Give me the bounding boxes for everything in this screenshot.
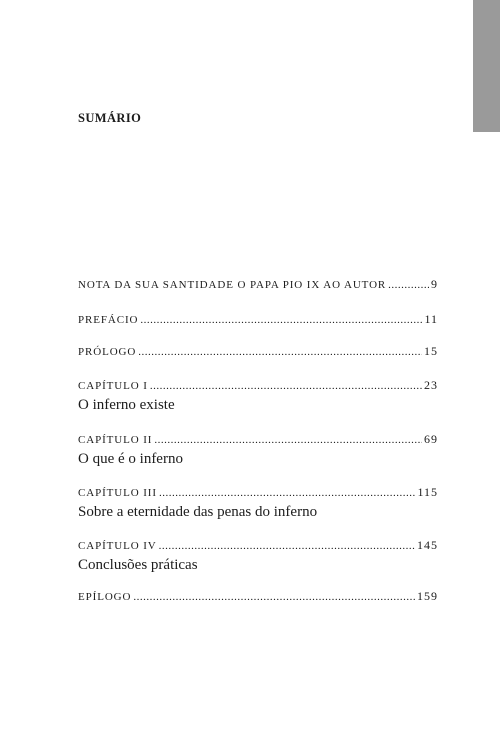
toc-page-number: 159 bbox=[417, 589, 438, 603]
dot-leader bbox=[133, 589, 415, 605]
toc-entry-prologo[interactable] bbox=[78, 343, 438, 359]
dot-leader bbox=[140, 312, 422, 328]
dot-leader bbox=[388, 277, 429, 293]
toc-entry-capitulo-3[interactable] bbox=[78, 484, 438, 522]
toc-entry-prefacio[interactable] bbox=[78, 311, 438, 327]
toc-page-number: 11 bbox=[424, 312, 438, 326]
toc-page-number: 15 bbox=[424, 344, 438, 358]
chapter-title: O que é o inferno bbox=[78, 451, 183, 467]
toc-entry-label: CAPÍTULO II bbox=[78, 434, 153, 446]
chapter-title: Sobre a eternidade das penas do inferno bbox=[78, 504, 318, 520]
dot-leader bbox=[159, 485, 416, 501]
toc-page-number: 9 bbox=[431, 277, 438, 291]
toc-entry-label: CAPÍTULO I bbox=[78, 380, 148, 392]
chapter-title: Conclusões práticas bbox=[78, 557, 198, 573]
toc-entry-label: PREFÁCIO bbox=[78, 314, 139, 326]
toc-entry-label: NOTA DA SUA SANTIDADE O PAPA PIO IX AO AUTOR bbox=[78, 279, 387, 291]
dot-leader bbox=[154, 432, 422, 448]
toc-entry-label: EPÍLOGO bbox=[78, 591, 132, 603]
toc-page-number: 69 bbox=[424, 432, 438, 446]
toc-entry-label: PRÓLOGO bbox=[78, 346, 137, 358]
toc-entry-label: CAPÍTULO IV bbox=[78, 540, 157, 552]
toc-entry-label: CAPÍTULO III bbox=[78, 487, 157, 499]
dot-leader bbox=[159, 538, 415, 554]
toc-entry-capitulo-4[interactable] bbox=[78, 537, 438, 575]
dot-leader bbox=[138, 344, 422, 360]
toc-page-number: 145 bbox=[417, 538, 438, 552]
chapter-title: O inferno existe bbox=[78, 397, 175, 413]
toc-page-number: 115 bbox=[417, 485, 438, 499]
dot-leader bbox=[150, 378, 422, 394]
page-edge-tab bbox=[473, 0, 500, 132]
toc-entry-nota[interactable] bbox=[78, 276, 438, 292]
page-title: SUMÁRIO bbox=[78, 111, 142, 125]
toc-entry-capitulo-1[interactable] bbox=[78, 377, 438, 415]
toc-entry-capitulo-2[interactable] bbox=[78, 431, 438, 469]
toc-entry-epilogo[interactable] bbox=[78, 588, 438, 604]
toc-page-number: 23 bbox=[424, 378, 438, 392]
